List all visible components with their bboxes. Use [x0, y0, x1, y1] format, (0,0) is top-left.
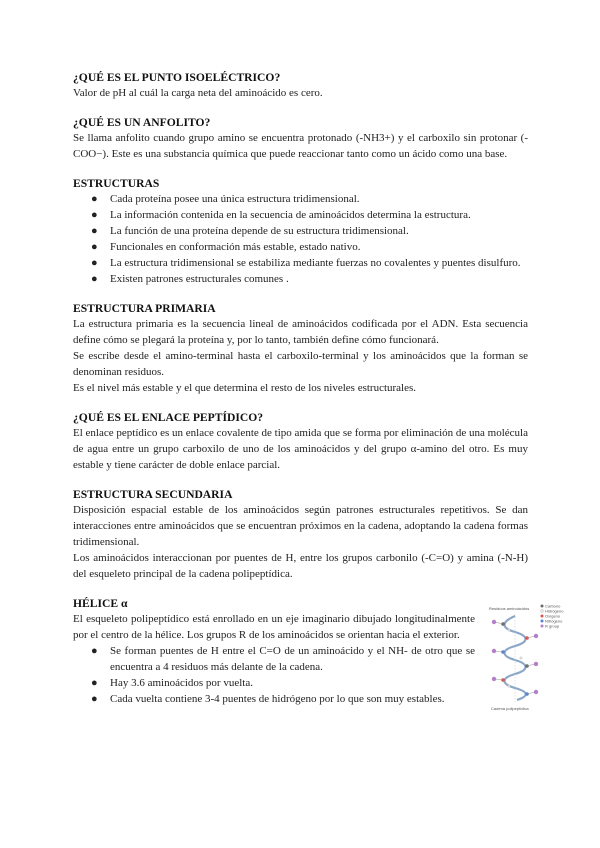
list-item: ● Cada proteína posee una única estructura tridimensional.	[91, 193, 360, 205]
heading-secundaria: ESTRUCTURA SECUNDARIA	[73, 488, 233, 501]
heading-anfolito: ¿QUÉ ES UN ANFOLITO?	[73, 116, 211, 129]
helix-backbone	[505, 614, 526, 702]
section-isoelectric	[73, 70, 528, 101]
text-secundaria-1: Disposición espacial estable de los aminoácidos según patrones estructurales repetitivos. Se dan interacciones entre aminoácidos que se encuentran próximos en la cadena, adoptando la cadena formas tridimensional.	[73, 504, 528, 548]
bullet-icon: ●	[91, 241, 98, 253]
text-primaria-3: Es el nivel más estable y el que determina el resto de los niveles estructurales.	[73, 382, 417, 394]
list-item: ● La estructura tridimensional se estabiliza mediante fuerzas no covalentes y puentes disulfuro.	[91, 257, 521, 269]
bullet-icon: ●	[91, 193, 98, 205]
figure-legend	[541, 604, 565, 629]
section-anfolito	[73, 115, 528, 162]
bullet-icon: ●	[91, 257, 98, 269]
bullet-icon: ●	[91, 645, 98, 657]
text-anfolito: Se llama anfolito cuando grupo amino se encuentra protonado (-NH3+) y el carboxilo sin protonar (-COO−). Este es una substancia química que puede reaccionar tanto como un ácido como una base.	[73, 132, 528, 160]
text-helice: El esqueleto polipeptídico está enrollado en un eje imaginario dibujado longitudinalmente por el centro de la hélice. Los grupos R de los aminoácidos se orientan hacia el exterior.	[73, 613, 475, 641]
list-helice	[73, 643, 475, 707]
heading-isoelectric: ¿QUÉ ES EL PUNTO ISOELÉCTRICO?	[73, 71, 281, 84]
list-item: ● Cada vuelta contiene 3-4 puentes de hidrógeno por lo que son muy estables.	[91, 693, 445, 705]
list-item: ● Funcionales en conformación más estable, estado nativo.	[91, 241, 361, 253]
list-item: ● La información contenida en la secuencia de aminoácidos determina la estructura.	[91, 209, 471, 221]
legend-hydrogen-icon	[541, 610, 544, 613]
bullet-icon: ●	[91, 693, 98, 705]
bullet-icon: ●	[91, 225, 98, 237]
figure-bottom-label: Cadena polipeptídica	[491, 706, 529, 711]
text-primaria-2: Se escribe desde el amino-terminal hasta el carboxilo-terminal y los aminoácidos que la forman se denominan residuos.	[73, 350, 528, 378]
legend-carbon-icon	[541, 605, 544, 608]
text-primaria-1: La estructura primaria es la secuencia lineal de aminoácidos codificada por el ADN. Esta secuencia define cómo se plegará la proteína y, por lo tanto, también define cómo funcionará.	[73, 318, 528, 346]
section-secundaria	[73, 487, 528, 582]
list-estructuras	[73, 191, 528, 287]
legend-nitrogen-icon	[541, 620, 544, 623]
legend-rgroup-icon	[541, 625, 544, 628]
document-page	[73, 70, 564, 711]
heading-peptidico: ¿QUÉ ES EL ENLACE PEPTÍDICO?	[73, 411, 264, 424]
section-estructuras	[73, 176, 528, 287]
heading-primaria: ESTRUCTURA PRIMARIA	[73, 302, 216, 315]
legend-carbon: Carbono	[545, 603, 561, 609]
legend-nitrogen: Nitrógeno	[545, 618, 563, 624]
legend-hydrogen: Hidrógeno	[545, 608, 564, 614]
text-isoelectric: Valor de pH al cuál la carga neta del aminoácido es cero.	[73, 87, 323, 99]
list-item: ● Existen patrones estructurales comunes .	[91, 273, 289, 285]
legend-oxygen-icon	[541, 615, 544, 618]
list-item: ● Hay 3.6 aminoácidos por vuelta.	[91, 677, 253, 689]
bullet-icon: ●	[91, 209, 98, 221]
text-secundaria-2: Los aminoácidos interaccionan por puentes de H, entre los grupos carbonilo (-C=O) y amina (-N-H) del esqueleto principal de la cadena polipeptídica.	[73, 552, 528, 580]
legend-oxygen: Oxígeno	[545, 613, 561, 619]
legend-rgroup: R group	[545, 623, 560, 629]
section-helice	[73, 596, 564, 711]
list-item: ● Se forman puentes de H entre el C=O de un aminoácido y el NH- de otro que se encuentra a 4 residuos más delante de la cadena.	[91, 645, 475, 673]
bullet-icon: ●	[91, 677, 98, 689]
bullet-icon: ●	[91, 273, 98, 285]
heading-estructuras: ESTRUCTURAS	[73, 177, 160, 190]
alpha-helix-figure	[487, 602, 564, 712]
figure-top-label: Residuos aminoácidos	[489, 606, 530, 611]
section-primaria	[73, 301, 528, 396]
heading-helice: HÉLICE α	[73, 597, 128, 610]
text-peptidico: El enlace peptídico es un enlace covalente de tipo amida que se forma por eliminación de una molécula de agua entre un grupo carboxilo de uno de los aminoácidos y del grupo α-amino del otro. Es muy estable y tiene carácter de doble enlace parcial.	[73, 427, 528, 471]
list-item: ● La función de una proteína depende de su estructura tridimensional.	[91, 225, 409, 237]
section-peptidico	[73, 410, 528, 473]
